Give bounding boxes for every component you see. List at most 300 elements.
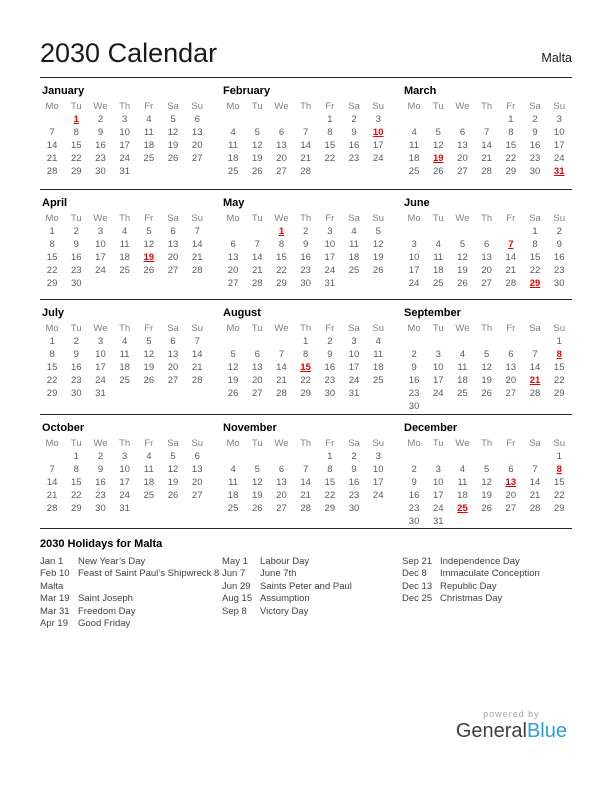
day-cell: 26 — [481, 503, 492, 514]
day-cell: 9 — [327, 349, 333, 360]
weekday-header: Fr — [325, 438, 335, 449]
day-cell — [523, 515, 547, 528]
day-cell: 8 — [532, 239, 538, 250]
day-cell: 6 — [194, 114, 200, 125]
week-row — [40, 335, 210, 348]
weekday-header: Tu — [251, 213, 263, 224]
day-cell: 16 — [70, 252, 82, 263]
week-row — [221, 139, 391, 152]
day-cell — [402, 450, 426, 463]
month-march — [402, 84, 572, 189]
day-cell: 30 — [70, 278, 82, 289]
day-cell: 27 — [167, 265, 179, 276]
weekday-header: We — [455, 213, 470, 224]
day-cell — [426, 225, 450, 238]
week-row — [402, 277, 572, 290]
holiday-date: Aug 15 — [222, 593, 253, 605]
day-cell — [342, 277, 366, 290]
month-name: May — [223, 197, 245, 209]
week-row — [402, 251, 572, 264]
holiday-date: Mar 31 — [40, 605, 70, 617]
week-row — [221, 361, 391, 374]
brand-logo — [456, 720, 567, 742]
day-cell: 21 — [191, 252, 203, 263]
month-name: February — [223, 85, 271, 97]
week-row — [40, 387, 210, 400]
day-cell: 2 — [556, 226, 562, 237]
week-row — [402, 238, 572, 251]
day-cell: 30 — [529, 166, 541, 177]
day-cell: 6 — [459, 127, 466, 138]
weekday-header: Sa — [348, 101, 360, 112]
day-cell: 8 — [49, 239, 55, 250]
day-cell — [161, 502, 185, 515]
day-cell: 7 — [303, 464, 309, 475]
weekday-header: Su — [191, 323, 204, 334]
day-cell: 23 — [529, 153, 541, 164]
weekday-header: Su — [191, 101, 204, 112]
day-cell: 23 — [324, 375, 336, 386]
day-cell: 13 — [251, 362, 263, 373]
day-cell — [185, 277, 209, 290]
weekday-header: We — [455, 438, 470, 449]
weekday-header: We — [455, 323, 470, 334]
week-row — [40, 113, 210, 126]
month-name: December — [404, 422, 458, 434]
week-row — [221, 348, 391, 361]
holiday-name: Christmas Day — [440, 593, 503, 605]
day-cell: 9 — [73, 349, 79, 360]
day-cell: 28 — [191, 265, 203, 276]
day-cell: 1 — [303, 336, 309, 347]
holiday-row — [40, 593, 222, 605]
day-cell: 18 — [457, 490, 468, 501]
month-april — [40, 196, 210, 299]
day-cell: 22 — [324, 153, 336, 164]
day-cell: 20 — [251, 375, 263, 386]
day-cell: 12 — [481, 477, 492, 488]
day-cell: 27 — [481, 278, 492, 289]
day-cell: 7 — [49, 127, 55, 138]
weekday-header: Tu — [251, 438, 263, 449]
week-row — [402, 450, 572, 463]
weekday-header: Sa — [348, 213, 360, 224]
brand-general: General — [455, 720, 527, 742]
day-cell: 1 — [327, 114, 333, 125]
day-cell: 19 — [481, 490, 492, 501]
month-name: October — [42, 422, 85, 434]
week-row — [221, 165, 391, 178]
day-cell: 17 — [324, 252, 336, 263]
holiday-date: Dec 8 — [402, 568, 427, 580]
weekday-header: Th — [300, 213, 312, 224]
footer — [456, 709, 567, 742]
day-cell: 15 — [553, 477, 565, 488]
weekday-header: Th — [119, 323, 131, 334]
day-cell-holiday: 1 — [278, 226, 285, 237]
day-cell — [402, 225, 426, 238]
day-cell — [426, 335, 450, 348]
month-name: March — [404, 85, 437, 97]
day-cell: 16 — [408, 490, 420, 501]
month-november — [221, 421, 391, 528]
calendar-page — [40, 0, 572, 630]
day-cell: 14 — [481, 140, 492, 151]
day-cell: 4 — [122, 226, 128, 237]
day-cell — [161, 387, 185, 400]
day-cell: 1 — [556, 336, 562, 347]
calendar-quarter-row — [40, 77, 572, 189]
month-name: June — [404, 197, 430, 209]
weekday-header: Sa — [348, 323, 360, 334]
day-cell-holiday: 13 — [505, 477, 517, 488]
month-name: January — [42, 85, 85, 97]
holiday-date: Jun 29 — [222, 580, 251, 592]
day-cell: 28 — [529, 388, 541, 399]
day-cell: 23 — [95, 153, 106, 164]
day-cell — [40, 113, 64, 126]
week-row — [40, 225, 210, 238]
week-row — [40, 450, 210, 463]
day-cell: 11 — [349, 239, 359, 250]
day-cell: 19 — [227, 375, 239, 386]
day-cell: 2 — [411, 464, 417, 475]
day-cell: 30 — [408, 401, 420, 412]
day-cell: 5 — [484, 464, 490, 475]
day-cell: 9 — [411, 477, 417, 488]
day-cell: 25 — [372, 375, 384, 386]
day-cell: 22 — [46, 265, 58, 276]
weekday-header: We — [274, 101, 289, 112]
day-cell — [450, 335, 474, 348]
day-cell: 22 — [505, 153, 517, 164]
day-cell: 27 — [505, 503, 517, 514]
day-cell: 18 — [119, 252, 130, 263]
day-cell: 10 — [95, 239, 106, 250]
weekday-header: We — [274, 213, 289, 224]
day-cell — [221, 335, 245, 348]
day-cell: 27 — [227, 278, 239, 289]
week-row — [402, 152, 572, 165]
day-cell: 20 — [191, 477, 203, 488]
day-cell: 13 — [191, 127, 203, 138]
day-cell: 2 — [73, 226, 79, 237]
day-cell: 4 — [230, 464, 236, 475]
day-cell: 31 — [348, 388, 360, 399]
day-cell: 24 — [432, 503, 444, 514]
day-cell: 11 — [143, 127, 154, 138]
holiday-row — [402, 581, 572, 593]
day-cell: 30 — [95, 503, 106, 514]
day-cell: 29 — [46, 278, 58, 289]
day-cell: 4 — [146, 114, 152, 125]
day-cell: 24 — [119, 153, 130, 164]
holiday-name: Saint Joseph — [78, 593, 133, 605]
day-cell: 20 — [505, 490, 517, 501]
day-cell: 26 — [167, 153, 179, 164]
day-cell: 26 — [227, 388, 239, 399]
day-cell: 13 — [227, 252, 239, 263]
day-cell: 10 — [432, 477, 444, 488]
day-cell: 3 — [327, 226, 333, 237]
day-cell: 27 — [191, 490, 203, 501]
holiday-column — [402, 556, 572, 630]
day-cell: 28 — [481, 166, 492, 177]
day-cell: 14 — [191, 239, 203, 250]
day-cell: 8 — [327, 464, 333, 475]
day-cell-holiday: 7 — [508, 239, 514, 250]
day-cell: 2 — [532, 114, 538, 125]
week-row — [40, 238, 210, 251]
day-cell: 14 — [191, 349, 203, 360]
holidays-columns — [40, 556, 572, 630]
weekday-header: Mo — [45, 101, 59, 112]
day-cell: 25 — [408, 166, 420, 177]
weekday-header: Tu — [70, 213, 82, 224]
day-cell: 13 — [505, 362, 517, 373]
day-cell — [185, 387, 209, 400]
day-cell: 12 — [167, 127, 179, 138]
holiday-date: Feb 10 — [40, 568, 70, 580]
day-cell: 5 — [146, 226, 152, 237]
day-cell: 9 — [351, 464, 357, 475]
weekday-header: Fr — [144, 101, 154, 112]
day-cell: 25 — [143, 490, 155, 501]
day-cell — [366, 502, 390, 515]
day-cell: 27 — [191, 153, 203, 164]
day-cell — [475, 450, 499, 463]
day-cell: 4 — [230, 127, 236, 138]
day-cell: 2 — [351, 114, 357, 125]
day-cell — [499, 335, 523, 348]
weekday-header: Tu — [70, 438, 82, 449]
day-cell: 23 — [95, 490, 106, 501]
week-row — [402, 165, 572, 178]
day-cell: 29 — [324, 503, 336, 514]
week-row — [221, 476, 391, 489]
week-row — [402, 113, 572, 126]
weekday-header: Fr — [325, 323, 335, 334]
day-cell: 25 — [457, 388, 468, 399]
week-row — [402, 335, 572, 348]
day-cell: 7 — [484, 127, 490, 138]
day-cell: 5 — [375, 226, 381, 237]
week-row — [402, 502, 572, 515]
day-cell: 13 — [276, 477, 287, 488]
day-cell: 10 — [372, 464, 384, 475]
day-cell: 24 — [372, 490, 384, 501]
weekday-header: We — [274, 438, 289, 449]
day-cell: 9 — [303, 239, 309, 250]
weekday-header-row — [402, 212, 572, 225]
day-cell — [161, 277, 185, 290]
holiday-name: Freedom Day — [78, 605, 136, 617]
day-cell: 18 — [408, 153, 420, 164]
day-cell: 3 — [97, 336, 104, 347]
day-cell: 14 — [276, 362, 287, 373]
day-cell: 12 — [143, 239, 155, 250]
day-cell-holiday: 8 — [556, 464, 562, 475]
month-may — [221, 196, 391, 299]
day-cell: 4 — [375, 336, 381, 347]
day-cell: 26 — [457, 278, 468, 289]
weekday-header: Mo — [226, 101, 240, 112]
powered-by-label: powered by — [483, 709, 540, 719]
day-cell: 21 — [481, 153, 492, 164]
day-cell: 27 — [276, 503, 287, 514]
day-cell: 18 — [227, 153, 239, 164]
day-cell: 24 — [348, 375, 360, 386]
day-cell: 19 — [251, 153, 263, 164]
weekday-header-row — [402, 437, 572, 450]
holiday-date: Dec 13 — [402, 580, 433, 592]
day-cell — [185, 165, 209, 178]
day-cell: 3 — [435, 464, 441, 475]
weekday-header: Tu — [251, 101, 263, 112]
day-cell: 11 — [457, 362, 468, 373]
week-row — [402, 400, 572, 413]
week-row — [40, 348, 210, 361]
day-cell: 15 — [324, 140, 336, 151]
day-cell — [523, 400, 547, 413]
day-cell: 22 — [70, 153, 82, 164]
day-cell: 19 — [143, 362, 155, 373]
day-cell: 17 — [432, 490, 444, 501]
day-cell — [475, 515, 499, 528]
day-cell: 5 — [254, 464, 260, 475]
day-cell: 11 — [119, 349, 130, 360]
week-row — [402, 225, 572, 238]
weekday-header-row — [221, 437, 391, 450]
day-cell: 15 — [324, 477, 336, 488]
day-cell: 19 — [251, 490, 263, 501]
day-cell: 10 — [348, 349, 360, 360]
day-cell: 7 — [194, 226, 200, 237]
day-cell: 12 — [481, 362, 492, 373]
day-cell: 12 — [372, 239, 384, 250]
day-cell: 10 — [119, 127, 130, 138]
holiday-name: Labour Day — [260, 556, 310, 567]
day-cell: 20 — [481, 265, 492, 276]
day-cell: 15 — [505, 140, 517, 151]
week-row — [40, 502, 210, 515]
day-cell: 7 — [278, 349, 285, 360]
page-title: 2030 Calendar — [40, 38, 218, 68]
day-cell: 6 — [508, 464, 514, 475]
week-row — [402, 361, 572, 374]
day-cell: 26 — [251, 166, 263, 177]
brand-blue: Blue — [526, 720, 567, 742]
holiday-name: Saints Peter and Paul — [260, 580, 352, 592]
day-cell: 26 — [167, 490, 179, 501]
day-cell: 1 — [49, 226, 55, 237]
day-cell: 22 — [300, 375, 311, 386]
weekday-header-row — [221, 100, 391, 113]
day-cell: 8 — [73, 464, 79, 475]
holiday-name: Republic Day — [440, 580, 497, 592]
day-cell: 1 — [327, 451, 333, 462]
day-cell: 22 — [46, 375, 58, 386]
weekday-header: Th — [481, 323, 493, 334]
day-cell: 17 — [553, 140, 565, 151]
day-cell — [426, 400, 450, 413]
weekday-header-row — [40, 100, 210, 113]
holiday-date: Sep 21 — [402, 556, 433, 567]
weekday-header: Su — [191, 213, 204, 224]
month-december — [402, 421, 572, 528]
day-cell: 11 — [228, 477, 239, 488]
day-cell: 26 — [143, 265, 155, 276]
day-cell: 11 — [119, 239, 130, 250]
day-cell: 9 — [411, 362, 417, 373]
day-cell: 16 — [95, 477, 106, 488]
day-cell: 6 — [194, 451, 200, 462]
day-cell — [475, 400, 499, 413]
day-cell: 29 — [553, 503, 565, 514]
week-row — [221, 335, 391, 348]
day-cell-holiday: 31 — [553, 166, 565, 177]
month-name: September — [404, 307, 461, 319]
weekday-header: Su — [372, 438, 385, 449]
day-cell: 7 — [532, 464, 538, 475]
weekday-header: Th — [481, 438, 493, 449]
day-cell — [269, 450, 293, 463]
day-cell: 9 — [351, 127, 357, 138]
day-cell: 18 — [457, 375, 468, 386]
week-row — [402, 264, 572, 277]
weekday-header-row — [40, 322, 210, 335]
day-cell: 12 — [227, 362, 239, 373]
weekday-header: Su — [553, 101, 566, 112]
day-cell: 28 — [191, 375, 203, 386]
day-cell: 23 — [408, 388, 420, 399]
day-cell — [499, 400, 523, 413]
weekday-header: Sa — [529, 438, 541, 449]
day-cell: 16 — [95, 140, 106, 151]
day-cell — [547, 400, 571, 413]
day-cell: 5 — [435, 127, 441, 138]
day-cell: 6 — [484, 239, 490, 250]
day-cell: 18 — [227, 490, 239, 501]
day-cell: 10 — [553, 127, 565, 138]
holiday-name: Good Friday — [78, 618, 131, 630]
day-cell: 15 — [276, 252, 287, 263]
day-cell: 25 — [432, 278, 444, 289]
weekday-header: Mo — [45, 323, 59, 334]
day-cell: 20 — [276, 490, 287, 501]
month-july — [40, 306, 210, 414]
day-cell: 11 — [433, 252, 444, 263]
day-cell — [113, 387, 137, 400]
weekday-header: Th — [119, 213, 131, 224]
day-cell — [450, 515, 474, 528]
week-row — [40, 139, 210, 152]
week-row — [221, 374, 391, 387]
day-cell — [426, 113, 450, 126]
week-row — [402, 489, 572, 502]
weekday-header: Fr — [506, 101, 516, 112]
weekday-header-row — [402, 322, 572, 335]
day-cell: 13 — [167, 349, 179, 360]
day-cell: 28 — [300, 166, 311, 177]
day-cell: 22 — [70, 490, 82, 501]
weekday-header: Th — [119, 438, 131, 449]
weekday-header: Mo — [407, 323, 421, 334]
day-cell — [499, 225, 523, 238]
day-cell: 28 — [46, 503, 58, 514]
day-cell: 4 — [146, 451, 152, 462]
calendar-grid — [40, 77, 572, 529]
